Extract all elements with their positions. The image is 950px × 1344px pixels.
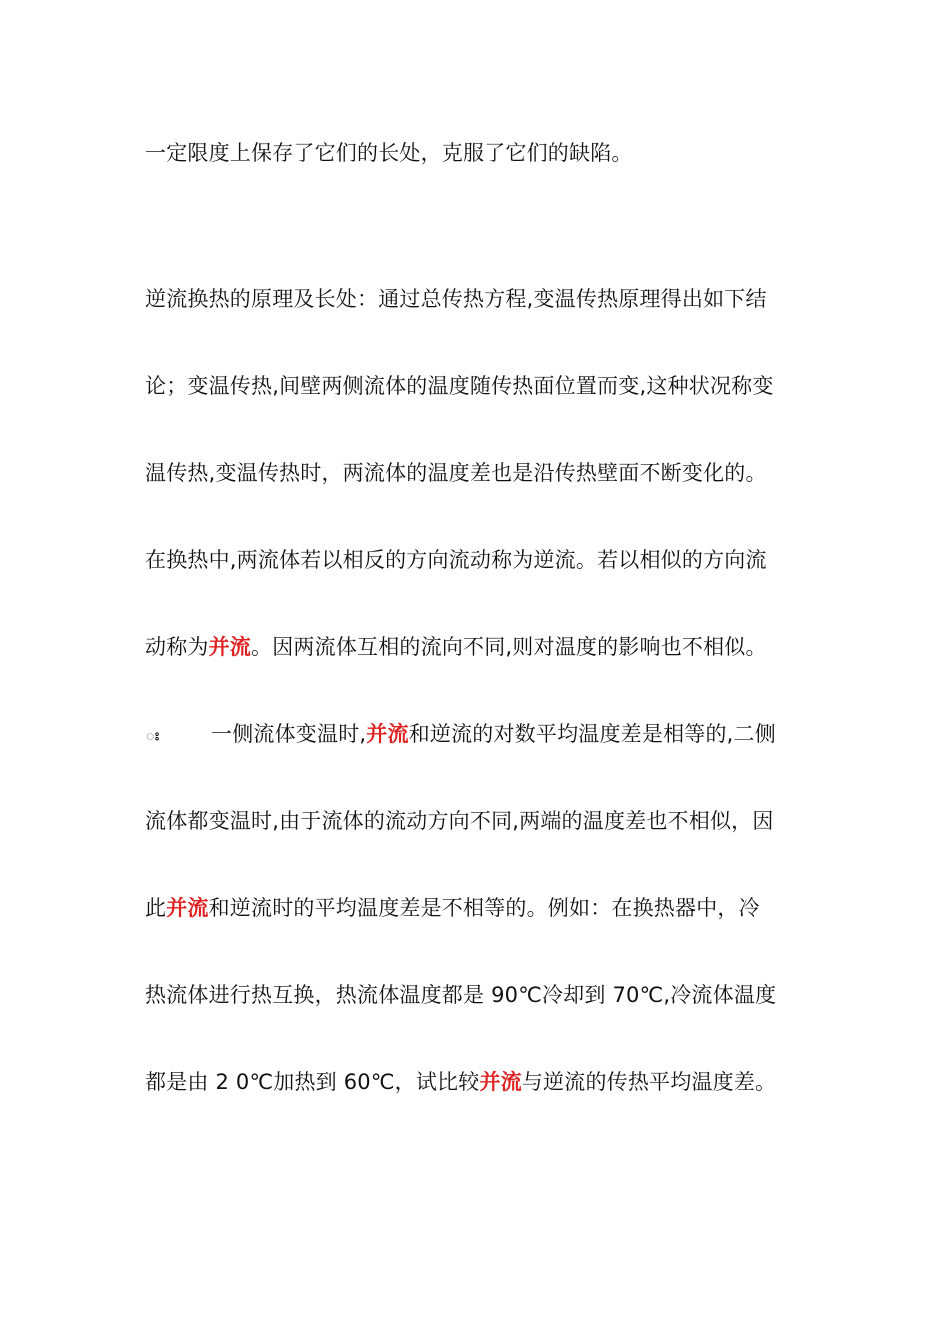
paragraph-line-2 <box>145 284 767 314</box>
bullet-marker-icon: ꢁ <box>146 729 160 745</box>
paragraph-line-11 <box>145 1067 776 1097</box>
highlight-term: 并流 <box>479 1070 522 1094</box>
text-segment: 流体都变温时,由于流体的流动方向不同,两端的温度差也不相似，因 <box>145 809 774 833</box>
text-segment: 在换热中,两流体若以相反的方向流动称为逆流。若以相似的方向流 <box>145 548 767 572</box>
paragraph-line-6 <box>145 632 767 662</box>
highlight-term: 并流 <box>366 722 409 746</box>
text-segment: 一侧流体变温时, <box>211 722 367 746</box>
paragraph-line-4 <box>145 458 767 488</box>
text-segment: 温传热,变温传热时，两流体的温度差也是沿传热壁面不断变化的。 <box>145 461 767 485</box>
paragraph-line-9 <box>145 893 760 923</box>
text-segment: 热流体进行热互换，热流体温度都是 90℃冷却到 70℃,冷流体温度 <box>145 983 777 1007</box>
text-segment: 逆流换热的原理及长处：通过总传热方程,变温传热原理得出如下结 <box>145 287 767 311</box>
paragraph-line-7 <box>211 719 776 749</box>
paragraph-line-8 <box>145 806 774 836</box>
text-segment: 一定限度上保存了它们的长处，克服了它们的缺陷。 <box>145 141 633 165</box>
paragraph-line-3 <box>145 371 774 401</box>
paragraph-line-5 <box>145 545 767 575</box>
text-segment: 论；变温传热,间壁两侧流体的温度随传热面位置而变,这种状况称变 <box>145 374 774 398</box>
text-segment: 动称为 <box>145 635 209 659</box>
paragraph-line-10 <box>145 980 776 1010</box>
text-segment: 与逆流的传热平均温度差。 <box>521 1070 777 1094</box>
text-segment: 都是由 2 0℃加热到 60℃，试比较 <box>145 1070 480 1094</box>
paragraph-line-1 <box>145 138 633 168</box>
text-segment: 此 <box>145 896 167 920</box>
highlight-term: 并流 <box>208 635 252 659</box>
text-segment: 和逆流时的平均温度差是不相等的。例如：在换热器中，冷 <box>208 896 760 920</box>
text-segment: 。因两流体互相的流向不同,则对温度的影响也不相似。 <box>251 635 767 659</box>
text-segment: 和逆流的对数平均温度差是相等的,二侧 <box>408 722 776 746</box>
highlight-term: 并流 <box>166 896 209 920</box>
